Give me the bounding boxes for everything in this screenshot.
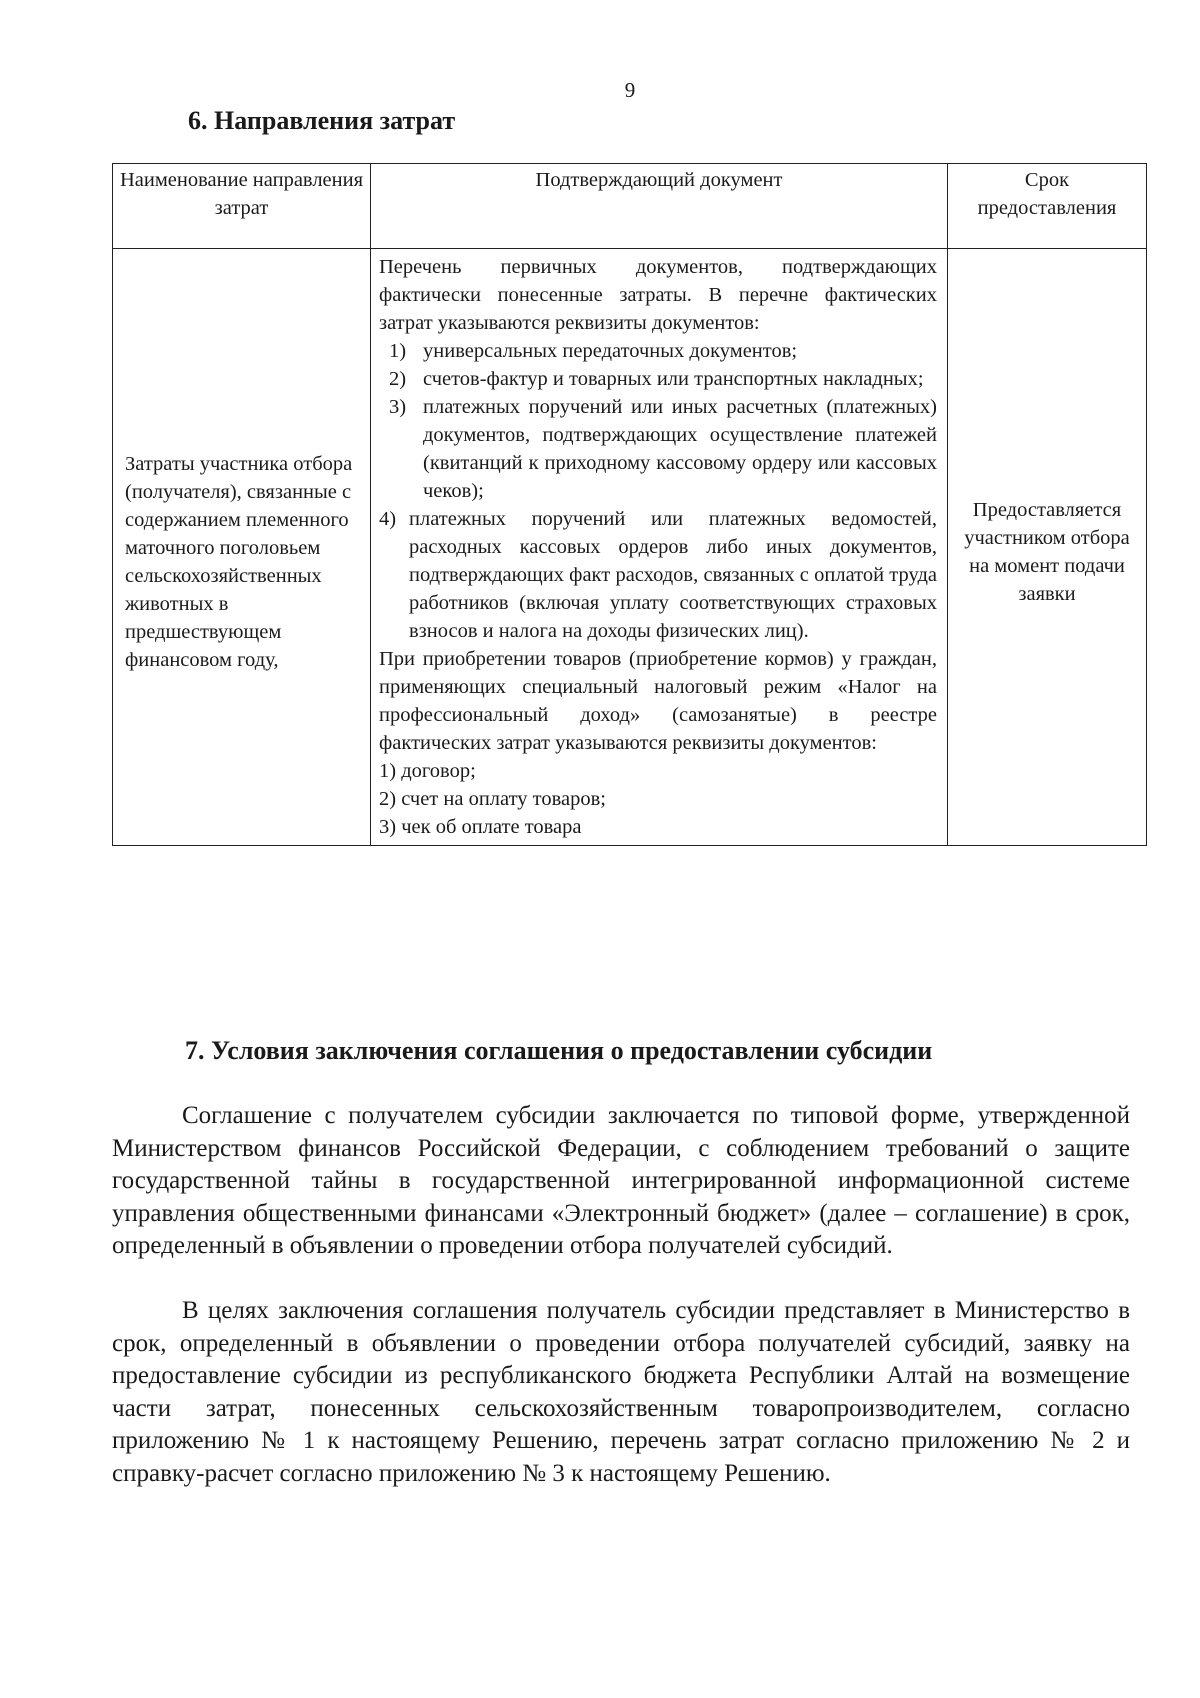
list-item: 4) платежных поручений или платежных ведомостей, расходных кассовых ордеров либо иных документов, подтверждающих факт расходов, связанных с оплатой труда работников (включая уплату соответствующих страховых взносов и налога на доходы физических лиц). xyxy=(379,508,937,642)
submission-term-text: Предоставляется участником отбора на момент подачи заявки xyxy=(964,499,1130,605)
list-item: 2) счет на оплату товаров; xyxy=(379,788,606,810)
doc-extra-list xyxy=(379,757,937,841)
list-item: 3) чек об оплате товара xyxy=(379,816,582,838)
list-item: 1) договор; xyxy=(379,760,476,782)
list-item: 1) универсальных передаточных документов; xyxy=(389,340,798,362)
list-item: 2) счетов-фактур и товарных или транспортных накладных; xyxy=(389,368,924,390)
header-cost-direction: Наименование направления затрат xyxy=(113,164,371,249)
cost-directions-table xyxy=(112,163,1147,846)
doc-intro: Перечень первичных документов, подтверждающих фактически понесенные затраты. В перечне фактических затрат указываются реквизиты документов: xyxy=(379,256,937,334)
table-row xyxy=(113,249,1147,846)
cost-direction-name xyxy=(113,249,371,846)
page-number: 9 xyxy=(624,78,636,102)
doc-list xyxy=(379,337,937,645)
table-header-row xyxy=(113,164,1147,249)
cost-direction-text: Затраты участника отбора (получателя), связанные с содержанием племенного маточного поголовьем сельскохозяйственных животных в предшествующем финансовом году, xyxy=(125,453,353,671)
paragraph-agreement: Соглашение с получателем субсидии заключается по типовой форме, утвержденной Министерством финансов Российской Федерации, с соблюдением требований о защите государственной тайны в государственной интегрированной информационной системе управления общественными финансами «Электронный бюджет» (далее – соглашение) в срок, определенный в объявлении о проведении отбора получателей субсидий. xyxy=(112,1102,1130,1259)
supporting-document-cell xyxy=(371,249,948,846)
list-item: 3) платежных поручений или иных расчетных (платежных) документов, подтверждающих осуществление платежей (квитанций к приходному кассовому ордеру или кассовых чеков); xyxy=(389,396,937,502)
header-supporting-document: Подтверждающий документ xyxy=(371,164,948,249)
paragraph-application: В целях заключения соглашения получатель субсидии представляет в Министерство в срок, определенный в объявлении о проведении отбора получателей субсидий, заявку на предоставление субсидии из республиканского бюджета Республики Алтай на возмещение части затрат, понесенных сельскохозяйственным товаропроизводителем, согласно приложению № 1 к настоящему Решению, перечень затрат согласно приложению № 2 и справку-расчет согласно приложению № 3 к настоящему Решению. xyxy=(112,1297,1130,1487)
submission-term-cell xyxy=(948,249,1147,846)
doc-extra: При приобретении товаров (приобретение кормов) у граждан, применяющих специальный налоговый режим «Налог на профессиональный доход» (самозанятые) в реестре фактических затрат указываются реквизиты документов: xyxy=(379,648,937,754)
section-6-heading: 6. Направления затрат xyxy=(188,106,456,135)
header-submission-term: Срок предоставления xyxy=(948,164,1147,249)
section-7-heading: 7. Условия заключения соглашения о предоставлении субсидии xyxy=(185,1036,933,1065)
